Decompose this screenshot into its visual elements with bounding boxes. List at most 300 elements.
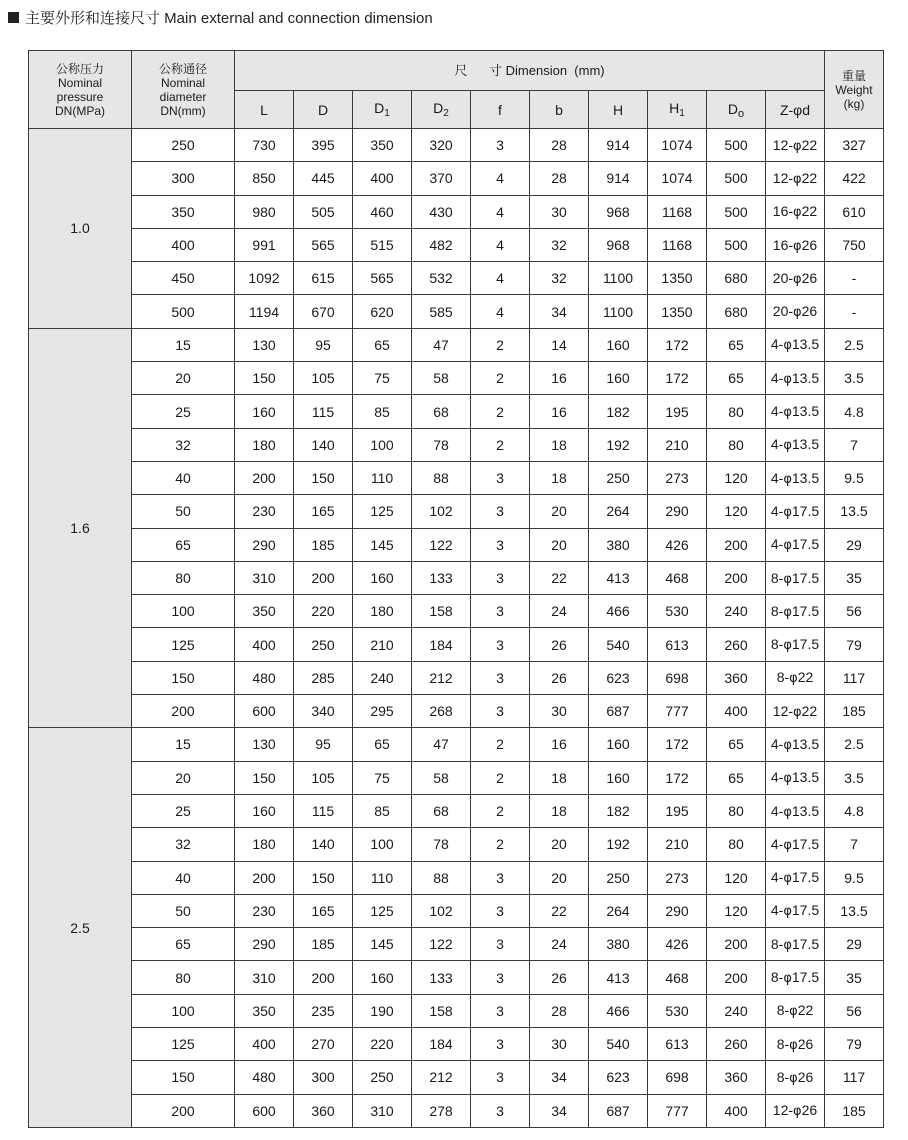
table-row <box>29 328 884 361</box>
table-row <box>29 129 884 162</box>
table-cell: 914 <box>589 162 648 195</box>
table-cell: 350 <box>235 595 294 628</box>
table-cell: 3 <box>471 961 530 994</box>
table-cell: 80 <box>707 794 766 827</box>
table-cell: 680 <box>707 262 766 295</box>
table-cell: 185 <box>294 528 353 561</box>
table-cell: 250 <box>589 861 648 894</box>
table-cell: 65 <box>707 328 766 361</box>
table-cell: 120 <box>707 461 766 494</box>
table-row <box>29 828 884 861</box>
table-cell: 698 <box>648 661 707 694</box>
table-cell: 12-φ22 <box>766 129 825 162</box>
table-cell: 360 <box>707 661 766 694</box>
nominal-diameter-cell: 50 <box>132 495 235 528</box>
table-cell: 350 <box>353 129 412 162</box>
table-cell: 565 <box>294 228 353 261</box>
nominal-diameter-cell: 100 <box>132 994 235 1027</box>
table-cell: 30 <box>530 695 589 728</box>
table-cell: 413 <box>589 961 648 994</box>
table-cell: 991 <box>235 228 294 261</box>
table-cell: 28 <box>530 994 589 1027</box>
table-row <box>29 1028 884 1061</box>
table-cell: 26 <box>530 961 589 994</box>
table-cell: 4.8 <box>825 395 884 428</box>
table-cell: 380 <box>589 528 648 561</box>
table-cell: 2 <box>471 728 530 761</box>
table-cell: 184 <box>412 1028 471 1061</box>
table-cell: 185 <box>825 695 884 728</box>
table-cell: 480 <box>235 1061 294 1094</box>
table-cell: 500 <box>707 129 766 162</box>
table-cell: 1074 <box>648 129 707 162</box>
table-cell: 3 <box>471 994 530 1027</box>
column-header: $D_1$ <box>353 91 412 129</box>
table-row <box>29 561 884 594</box>
table-cell: 158 <box>412 994 471 1027</box>
table-cell: 230 <box>235 495 294 528</box>
table-cell: 270 <box>294 1028 353 1061</box>
table-cell: 85 <box>353 395 412 428</box>
table-cell: 400 <box>707 1094 766 1127</box>
table-cell: 172 <box>648 328 707 361</box>
table-cell: 777 <box>648 1094 707 1127</box>
table-cell: 4-φ13.5 <box>766 794 825 827</box>
table-cell: 4-φ13.5 <box>766 328 825 361</box>
table-cell: 160 <box>353 961 412 994</box>
table-cell: 4 <box>471 162 530 195</box>
table-cell: 65 <box>707 761 766 794</box>
nominal-diameter-cell: 25 <box>132 794 235 827</box>
table-cell: 7 <box>825 828 884 861</box>
table-cell: 65 <box>353 328 412 361</box>
nominal-diameter-cell: 40 <box>132 861 235 894</box>
table-cell: 35 <box>825 561 884 594</box>
table-cell: 2.5 <box>825 328 884 361</box>
table-cell: 28 <box>530 129 589 162</box>
table-cell: 8-φ22 <box>766 994 825 1027</box>
table-row <box>29 928 884 961</box>
table-cell: 14 <box>530 328 589 361</box>
table-cell: 16-φ26 <box>766 228 825 261</box>
nominal-diameter-cell: 100 <box>132 595 235 628</box>
table-row <box>29 461 884 494</box>
table-cell: 340 <box>294 695 353 728</box>
table-cell: 12-φ26 <box>766 1094 825 1127</box>
table-cell: 115 <box>294 395 353 428</box>
table-row <box>29 428 884 461</box>
table-cell: 3.5 <box>825 362 884 395</box>
table-cell: 185 <box>294 928 353 961</box>
table-cell: 34 <box>530 295 589 328</box>
table-cell: 250 <box>294 628 353 661</box>
table-cell: 180 <box>235 428 294 461</box>
table-cell: 240 <box>707 994 766 1027</box>
nominal-pressure-cell: 1.6 <box>29 328 132 728</box>
table-cell: 615 <box>294 262 353 295</box>
table-cell: 327 <box>825 129 884 162</box>
table-cell: 200 <box>235 461 294 494</box>
table-row <box>29 295 884 328</box>
table-cell: 400 <box>707 695 766 728</box>
table-cell: 4-φ17.5 <box>766 528 825 561</box>
table-cell: 687 <box>589 1094 648 1127</box>
nominal-diameter-cell: 500 <box>132 295 235 328</box>
nominal-diameter-cell: 150 <box>132 661 235 694</box>
header-dimension: 尺 寸 Dimension (mm) <box>235 51 825 91</box>
table-cell: 150 <box>294 461 353 494</box>
table-cell: 8-φ17.5 <box>766 961 825 994</box>
table-cell: 110 <box>353 861 412 894</box>
column-header: f <box>471 91 530 129</box>
table-cell: 530 <box>648 595 707 628</box>
table-cell: 264 <box>589 894 648 927</box>
table-cell: 310 <box>353 1094 412 1127</box>
nominal-diameter-cell: 32 <box>132 828 235 861</box>
table-cell: 2 <box>471 761 530 794</box>
table-cell: 460 <box>353 195 412 228</box>
table-cell: 914 <box>589 129 648 162</box>
table-cell: 122 <box>412 528 471 561</box>
table-row <box>29 661 884 694</box>
table-row <box>29 1061 884 1094</box>
table-cell: 16 <box>530 728 589 761</box>
table-cell: 240 <box>353 661 412 694</box>
table-row <box>29 162 884 195</box>
table-cell: 268 <box>412 695 471 728</box>
table-cell: 95 <box>294 328 353 361</box>
table-cell: 500 <box>707 228 766 261</box>
nominal-diameter-cell: 80 <box>132 961 235 994</box>
table-cell: 3 <box>471 495 530 528</box>
nominal-diameter-cell: 65 <box>132 528 235 561</box>
table-cell: 184 <box>412 628 471 661</box>
table-cell: 78 <box>412 428 471 461</box>
table-cell: 777 <box>648 695 707 728</box>
table-cell: 22 <box>530 894 589 927</box>
nominal-diameter-cell: 400 <box>132 228 235 261</box>
table-cell: 1100 <box>589 295 648 328</box>
table-cell: 34 <box>530 1061 589 1094</box>
table-row <box>29 994 884 1027</box>
table-cell: 395 <box>294 129 353 162</box>
table-cell: 505 <box>294 195 353 228</box>
nominal-diameter-cell: 40 <box>132 461 235 494</box>
table-cell: 623 <box>589 661 648 694</box>
table-cell: 145 <box>353 928 412 961</box>
table-cell: - <box>825 295 884 328</box>
table-cell: 3 <box>471 1061 530 1094</box>
table-row <box>29 695 884 728</box>
table-cell: 2 <box>471 428 530 461</box>
table-cell: 158 <box>412 595 471 628</box>
table-cell: 600 <box>235 695 294 728</box>
table-cell: 540 <box>589 1028 648 1061</box>
table-cell: 620 <box>353 295 412 328</box>
table-cell: 290 <box>235 528 294 561</box>
table-cell: 150 <box>294 861 353 894</box>
table-cell: 18 <box>530 461 589 494</box>
table-cell: 1100 <box>589 262 648 295</box>
table-cell: 210 <box>353 628 412 661</box>
table-cell: 18 <box>530 428 589 461</box>
column-header: H <box>589 91 648 129</box>
table-cell: 380 <box>589 928 648 961</box>
table-cell: 80 <box>707 395 766 428</box>
table-cell: 4 <box>471 262 530 295</box>
table-cell: 9.5 <box>825 461 884 494</box>
table-cell: 1168 <box>648 195 707 228</box>
nominal-diameter-cell: 350 <box>132 195 235 228</box>
table-cell: 105 <box>294 362 353 395</box>
nominal-pressure-cell: 1.0 <box>29 129 132 329</box>
table-cell: 4 <box>471 195 530 228</box>
table-cell: 250 <box>589 461 648 494</box>
table-cell: 80 <box>707 828 766 861</box>
table-cell: 105 <box>294 761 353 794</box>
table-cell: 273 <box>648 461 707 494</box>
nominal-diameter-cell: 125 <box>132 628 235 661</box>
table-cell: 320 <box>412 129 471 162</box>
table-cell: 600 <box>235 1094 294 1127</box>
table-cell: 34 <box>530 1094 589 1127</box>
table-cell: 200 <box>707 561 766 594</box>
table-cell: 160 <box>235 395 294 428</box>
nominal-diameter-cell: 125 <box>132 1028 235 1061</box>
table-cell: 125 <box>353 495 412 528</box>
table-cell: 2 <box>471 828 530 861</box>
table-cell: 47 <box>412 728 471 761</box>
table-row <box>29 528 884 561</box>
table-cell: 500 <box>707 195 766 228</box>
table-cell: 30 <box>530 1028 589 1061</box>
table-cell: 3 <box>471 1094 530 1127</box>
table-cell: 3 <box>471 129 530 162</box>
table-cell: 29 <box>825 528 884 561</box>
table-row <box>29 628 884 661</box>
table-cell: 192 <box>589 828 648 861</box>
table-cell: 212 <box>412 661 471 694</box>
table-cell: 110 <box>353 461 412 494</box>
table-cell: 122 <box>412 928 471 961</box>
table-row <box>29 362 884 395</box>
table-row <box>29 794 884 827</box>
table-cell: 400 <box>235 628 294 661</box>
nominal-diameter-cell: 20 <box>132 761 235 794</box>
table-cell: 2.5 <box>825 728 884 761</box>
table-cell: 200 <box>235 861 294 894</box>
table-cell: 585 <box>412 295 471 328</box>
table-cell: 532 <box>412 262 471 295</box>
table-cell: 290 <box>648 495 707 528</box>
table-cell: 85 <box>353 794 412 827</box>
section-title-text: 主要外形和连接尺寸 Main external and connection dimension <box>25 9 433 27</box>
table-row <box>29 961 884 994</box>
dimension-table <box>28 50 884 1128</box>
table-cell: 12-φ22 <box>766 695 825 728</box>
table-cell: 3 <box>471 661 530 694</box>
table-cell: 3 <box>471 595 530 628</box>
table-cell: 102 <box>412 495 471 528</box>
table-cell: 273 <box>648 861 707 894</box>
table-cell: 26 <box>530 628 589 661</box>
table-cell: 8-φ26 <box>766 1028 825 1061</box>
table-cell: 750 <box>825 228 884 261</box>
table-cell: 278 <box>412 1094 471 1127</box>
table-cell: 172 <box>648 362 707 395</box>
table-cell: 300 <box>294 1061 353 1094</box>
table-cell: 1092 <box>235 262 294 295</box>
table-cell: 623 <box>589 1061 648 1094</box>
table-cell: 65 <box>707 728 766 761</box>
table-cell: 120 <box>707 495 766 528</box>
table-cell: 240 <box>707 595 766 628</box>
table-cell: 210 <box>648 828 707 861</box>
table-cell: 730 <box>235 129 294 162</box>
table-cell: 16-φ22 <box>766 195 825 228</box>
table-cell: 687 <box>589 695 648 728</box>
nominal-diameter-cell: 150 <box>132 1061 235 1094</box>
table-cell: 160 <box>589 328 648 361</box>
header-nominal-diameter: 公称通径 Nominal diameter DN(mm) <box>132 51 235 129</box>
table-cell: 1350 <box>648 295 707 328</box>
table-cell: 200 <box>294 961 353 994</box>
table-cell: 150 <box>235 362 294 395</box>
table-cell: 2 <box>471 328 530 361</box>
table-cell: 235 <box>294 994 353 1027</box>
table-cell: 58 <box>412 362 471 395</box>
table-cell: 150 <box>235 761 294 794</box>
table-cell: 350 <box>235 994 294 1027</box>
table-cell: 610 <box>825 195 884 228</box>
table-cell: 30 <box>530 195 589 228</box>
table-row <box>29 1094 884 1127</box>
table-cell: 20-φ26 <box>766 295 825 328</box>
table-cell: 4-φ17.5 <box>766 828 825 861</box>
table-cell: 400 <box>235 1028 294 1061</box>
table-cell: 3 <box>471 861 530 894</box>
table-cell: 3 <box>471 1028 530 1061</box>
table-cell: 1194 <box>235 295 294 328</box>
table-cell: 68 <box>412 794 471 827</box>
table-cell: 165 <box>294 894 353 927</box>
column-header: Z-φd <box>766 91 825 129</box>
table-cell: 117 <box>825 661 884 694</box>
table-cell: 8-φ17.5 <box>766 595 825 628</box>
table-cell: 8-φ22 <box>766 661 825 694</box>
table-cell: 260 <box>707 628 766 661</box>
table-cell: 130 <box>235 328 294 361</box>
table-cell: 117 <box>825 1061 884 1094</box>
nominal-diameter-cell: 15 <box>132 328 235 361</box>
table-cell: 290 <box>235 928 294 961</box>
table-cell: 130 <box>235 728 294 761</box>
table-cell: 980 <box>235 195 294 228</box>
table-cell: 4-φ13.5 <box>766 461 825 494</box>
table-cell: 220 <box>353 1028 412 1061</box>
table-cell: 530 <box>648 994 707 1027</box>
table-cell: 13.5 <box>825 495 884 528</box>
table-cell: 58 <box>412 761 471 794</box>
table-cell: 95 <box>294 728 353 761</box>
table-cell: 4-φ17.5 <box>766 894 825 927</box>
table-cell: 88 <box>412 861 471 894</box>
nominal-diameter-cell: 15 <box>132 728 235 761</box>
table-cell: 565 <box>353 262 412 295</box>
table-cell: 3 <box>471 628 530 661</box>
table-cell: 160 <box>235 794 294 827</box>
table-cell: 1350 <box>648 262 707 295</box>
table-cell: 4.8 <box>825 794 884 827</box>
table-cell: 172 <box>648 728 707 761</box>
table-cell: 140 <box>294 828 353 861</box>
table-cell: 290 <box>648 894 707 927</box>
table-cell: 3 <box>471 695 530 728</box>
table-cell: 422 <box>825 162 884 195</box>
header-weight: 重量 Weight (kg) <box>825 51 884 129</box>
table-cell: 212 <box>412 1061 471 1094</box>
table-cell: 4-φ13.5 <box>766 428 825 461</box>
table-cell: 264 <box>589 495 648 528</box>
table-cell: 4-φ17.5 <box>766 495 825 528</box>
table-cell: 4-φ13.5 <box>766 761 825 794</box>
table-cell: 285 <box>294 661 353 694</box>
table-cell: 515 <box>353 228 412 261</box>
table-cell: 8-φ17.5 <box>766 561 825 594</box>
table-cell: 482 <box>412 228 471 261</box>
table-cell: 100 <box>353 828 412 861</box>
table-cell: 210 <box>648 428 707 461</box>
table-cell: 120 <box>707 894 766 927</box>
table-cell: 180 <box>353 595 412 628</box>
table-cell: 3 <box>471 894 530 927</box>
table-cell: 3.5 <box>825 761 884 794</box>
table-cell: 20 <box>530 528 589 561</box>
table-cell: 3 <box>471 461 530 494</box>
table-cell: 7 <box>825 428 884 461</box>
table-cell: 20 <box>530 495 589 528</box>
table-cell: 120 <box>707 861 766 894</box>
table-cell: 220 <box>294 595 353 628</box>
table-cell: 2 <box>471 362 530 395</box>
table-cell: 3 <box>471 528 530 561</box>
table-cell: 115 <box>294 794 353 827</box>
table-cell: 540 <box>589 628 648 661</box>
table-cell: 4-φ13.5 <box>766 362 825 395</box>
table-cell: 698 <box>648 1061 707 1094</box>
table-cell: 29 <box>825 928 884 961</box>
table-cell: 75 <box>353 761 412 794</box>
table-cell: 4-φ13.5 <box>766 395 825 428</box>
table-cell: 613 <box>648 628 707 661</box>
table-cell: 260 <box>707 1028 766 1061</box>
table-cell: 26 <box>530 661 589 694</box>
table-cell: 480 <box>235 661 294 694</box>
nominal-diameter-cell: 20 <box>132 362 235 395</box>
table-cell: 133 <box>412 561 471 594</box>
nominal-diameter-cell: 300 <box>132 162 235 195</box>
table-cell: 468 <box>648 561 707 594</box>
table-cell: 75 <box>353 362 412 395</box>
table-cell: 180 <box>235 828 294 861</box>
table-cell: 1074 <box>648 162 707 195</box>
table-cell: 80 <box>707 428 766 461</box>
table-cell: 20 <box>530 828 589 861</box>
table-cell: 145 <box>353 528 412 561</box>
table-cell: 4-φ13.5 <box>766 728 825 761</box>
nominal-diameter-cell: 80 <box>132 561 235 594</box>
table-cell: 20 <box>530 861 589 894</box>
